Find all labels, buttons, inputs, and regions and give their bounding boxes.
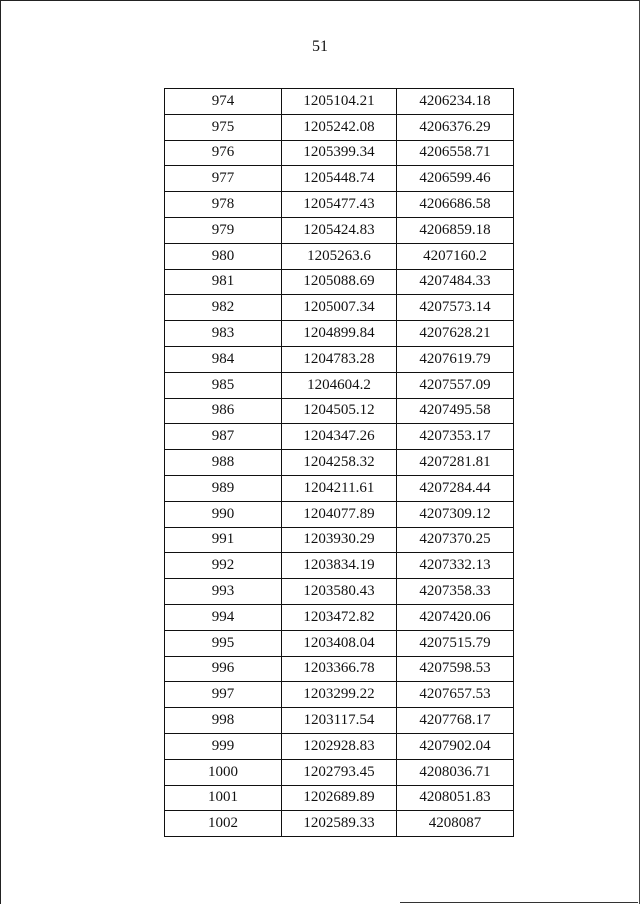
point-number-cell: 978 [165, 192, 282, 218]
y-coordinate-cell: 4207332.13 [397, 553, 514, 579]
x-coordinate-cell: 1205104.21 [282, 89, 397, 115]
point-number-cell: 1000 [165, 759, 282, 785]
y-coordinate-cell: 4207353.17 [397, 424, 514, 450]
x-coordinate-cell: 1205007.34 [282, 295, 397, 321]
table-row [165, 475, 514, 501]
table-row [165, 140, 514, 166]
x-coordinate-cell: 1204783.28 [282, 346, 397, 372]
y-coordinate-cell: 4207598.53 [397, 656, 514, 682]
point-number-cell: 974 [165, 89, 282, 115]
table-row [165, 811, 514, 837]
point-number-cell: 989 [165, 475, 282, 501]
table-row [165, 398, 514, 424]
y-coordinate-cell: 4207420.06 [397, 604, 514, 630]
x-coordinate-cell: 1205477.43 [282, 192, 397, 218]
table-row [165, 192, 514, 218]
page-number: 51 [312, 38, 328, 55]
x-coordinate-cell: 1204604.2 [282, 372, 397, 398]
y-coordinate-cell: 4207657.53 [397, 682, 514, 708]
x-coordinate-cell: 1204505.12 [282, 398, 397, 424]
point-number-cell: 988 [165, 450, 282, 476]
point-number-cell: 981 [165, 269, 282, 295]
table-row [165, 243, 514, 269]
point-number-cell: 975 [165, 114, 282, 140]
table-row [165, 346, 514, 372]
table-row [165, 217, 514, 243]
y-coordinate-cell: 4206234.18 [397, 89, 514, 115]
x-coordinate-cell: 1204899.84 [282, 321, 397, 347]
point-number-cell: 984 [165, 346, 282, 372]
x-coordinate-cell: 1205088.69 [282, 269, 397, 295]
point-number-cell: 991 [165, 527, 282, 553]
table-row [165, 785, 514, 811]
y-coordinate-cell: 4206599.46 [397, 166, 514, 192]
coordinates-table-body [165, 89, 514, 837]
point-number-cell: 995 [165, 630, 282, 656]
point-number-cell: 985 [165, 372, 282, 398]
point-number-cell: 994 [165, 604, 282, 630]
y-coordinate-cell: 4206376.29 [397, 114, 514, 140]
point-number-cell: 980 [165, 243, 282, 269]
x-coordinate-cell: 1203580.43 [282, 579, 397, 605]
x-coordinate-cell: 1205263.6 [282, 243, 397, 269]
y-coordinate-cell: 4207281.81 [397, 450, 514, 476]
table-row [165, 759, 514, 785]
y-coordinate-cell: 4208087 [397, 811, 514, 837]
x-coordinate-cell: 1202793.45 [282, 759, 397, 785]
point-number-cell: 979 [165, 217, 282, 243]
x-coordinate-cell: 1203834.19 [282, 553, 397, 579]
x-coordinate-cell: 1205424.83 [282, 217, 397, 243]
x-coordinate-cell: 1203472.82 [282, 604, 397, 630]
table-row [165, 372, 514, 398]
table-row [165, 579, 514, 605]
table-row [165, 321, 514, 347]
x-coordinate-cell: 1203408.04 [282, 630, 397, 656]
table-row [165, 553, 514, 579]
y-coordinate-cell: 4207160.2 [397, 243, 514, 269]
y-coordinate-cell: 4206859.18 [397, 217, 514, 243]
y-coordinate-cell: 4206686.58 [397, 192, 514, 218]
y-coordinate-cell: 4207619.79 [397, 346, 514, 372]
point-number-cell: 996 [165, 656, 282, 682]
table-row [165, 630, 514, 656]
point-number-cell: 1002 [165, 811, 282, 837]
table-row [165, 656, 514, 682]
table-row [165, 527, 514, 553]
x-coordinate-cell: 1203930.29 [282, 527, 397, 553]
x-coordinate-cell: 1204077.89 [282, 501, 397, 527]
point-number-cell: 999 [165, 733, 282, 759]
table-row [165, 269, 514, 295]
point-number-cell: 1001 [165, 785, 282, 811]
y-coordinate-cell: 4207768.17 [397, 708, 514, 734]
point-number-cell: 998 [165, 708, 282, 734]
x-coordinate-cell: 1203117.54 [282, 708, 397, 734]
x-coordinate-cell: 1202689.89 [282, 785, 397, 811]
x-coordinate-cell: 1202589.33 [282, 811, 397, 837]
point-number-cell: 982 [165, 295, 282, 321]
y-coordinate-cell: 4207573.14 [397, 295, 514, 321]
x-coordinate-cell: 1205242.08 [282, 114, 397, 140]
table-row [165, 295, 514, 321]
table-row [165, 114, 514, 140]
point-number-cell: 986 [165, 398, 282, 424]
x-coordinate-cell: 1205399.34 [282, 140, 397, 166]
x-coordinate-cell: 1204211.61 [282, 475, 397, 501]
coordinates-table [164, 88, 514, 837]
y-coordinate-cell: 4207515.79 [397, 630, 514, 656]
point-number-cell: 977 [165, 166, 282, 192]
x-coordinate-cell: 1204258.32 [282, 450, 397, 476]
table-row [165, 604, 514, 630]
x-coordinate-cell: 1202928.83 [282, 733, 397, 759]
y-coordinate-cell: 4207557.09 [397, 372, 514, 398]
point-number-cell: 983 [165, 321, 282, 347]
point-number-cell: 993 [165, 579, 282, 605]
y-coordinate-cell: 4206558.71 [397, 140, 514, 166]
x-coordinate-cell: 1205448.74 [282, 166, 397, 192]
point-number-cell: 976 [165, 140, 282, 166]
y-coordinate-cell: 4207902.04 [397, 733, 514, 759]
table-row [165, 166, 514, 192]
table-row [165, 450, 514, 476]
page-bottom-rule [400, 902, 638, 903]
x-coordinate-cell: 1204347.26 [282, 424, 397, 450]
table-row [165, 682, 514, 708]
x-coordinate-cell: 1203366.78 [282, 656, 397, 682]
y-coordinate-cell: 4207358.33 [397, 579, 514, 605]
table-row [165, 89, 514, 115]
y-coordinate-cell: 4207370.25 [397, 527, 514, 553]
table-row [165, 708, 514, 734]
table-row [165, 733, 514, 759]
point-number-cell: 990 [165, 501, 282, 527]
y-coordinate-cell: 4207628.21 [397, 321, 514, 347]
y-coordinate-cell: 4207309.12 [397, 501, 514, 527]
y-coordinate-cell: 4207495.58 [397, 398, 514, 424]
y-coordinate-cell: 4207484.33 [397, 269, 514, 295]
y-coordinate-cell: 4208036.71 [397, 759, 514, 785]
point-number-cell: 992 [165, 553, 282, 579]
point-number-cell: 997 [165, 682, 282, 708]
x-coordinate-cell: 1203299.22 [282, 682, 397, 708]
table-row [165, 424, 514, 450]
point-number-cell: 987 [165, 424, 282, 450]
y-coordinate-cell: 4207284.44 [397, 475, 514, 501]
y-coordinate-cell: 4208051.83 [397, 785, 514, 811]
table-row [165, 501, 514, 527]
